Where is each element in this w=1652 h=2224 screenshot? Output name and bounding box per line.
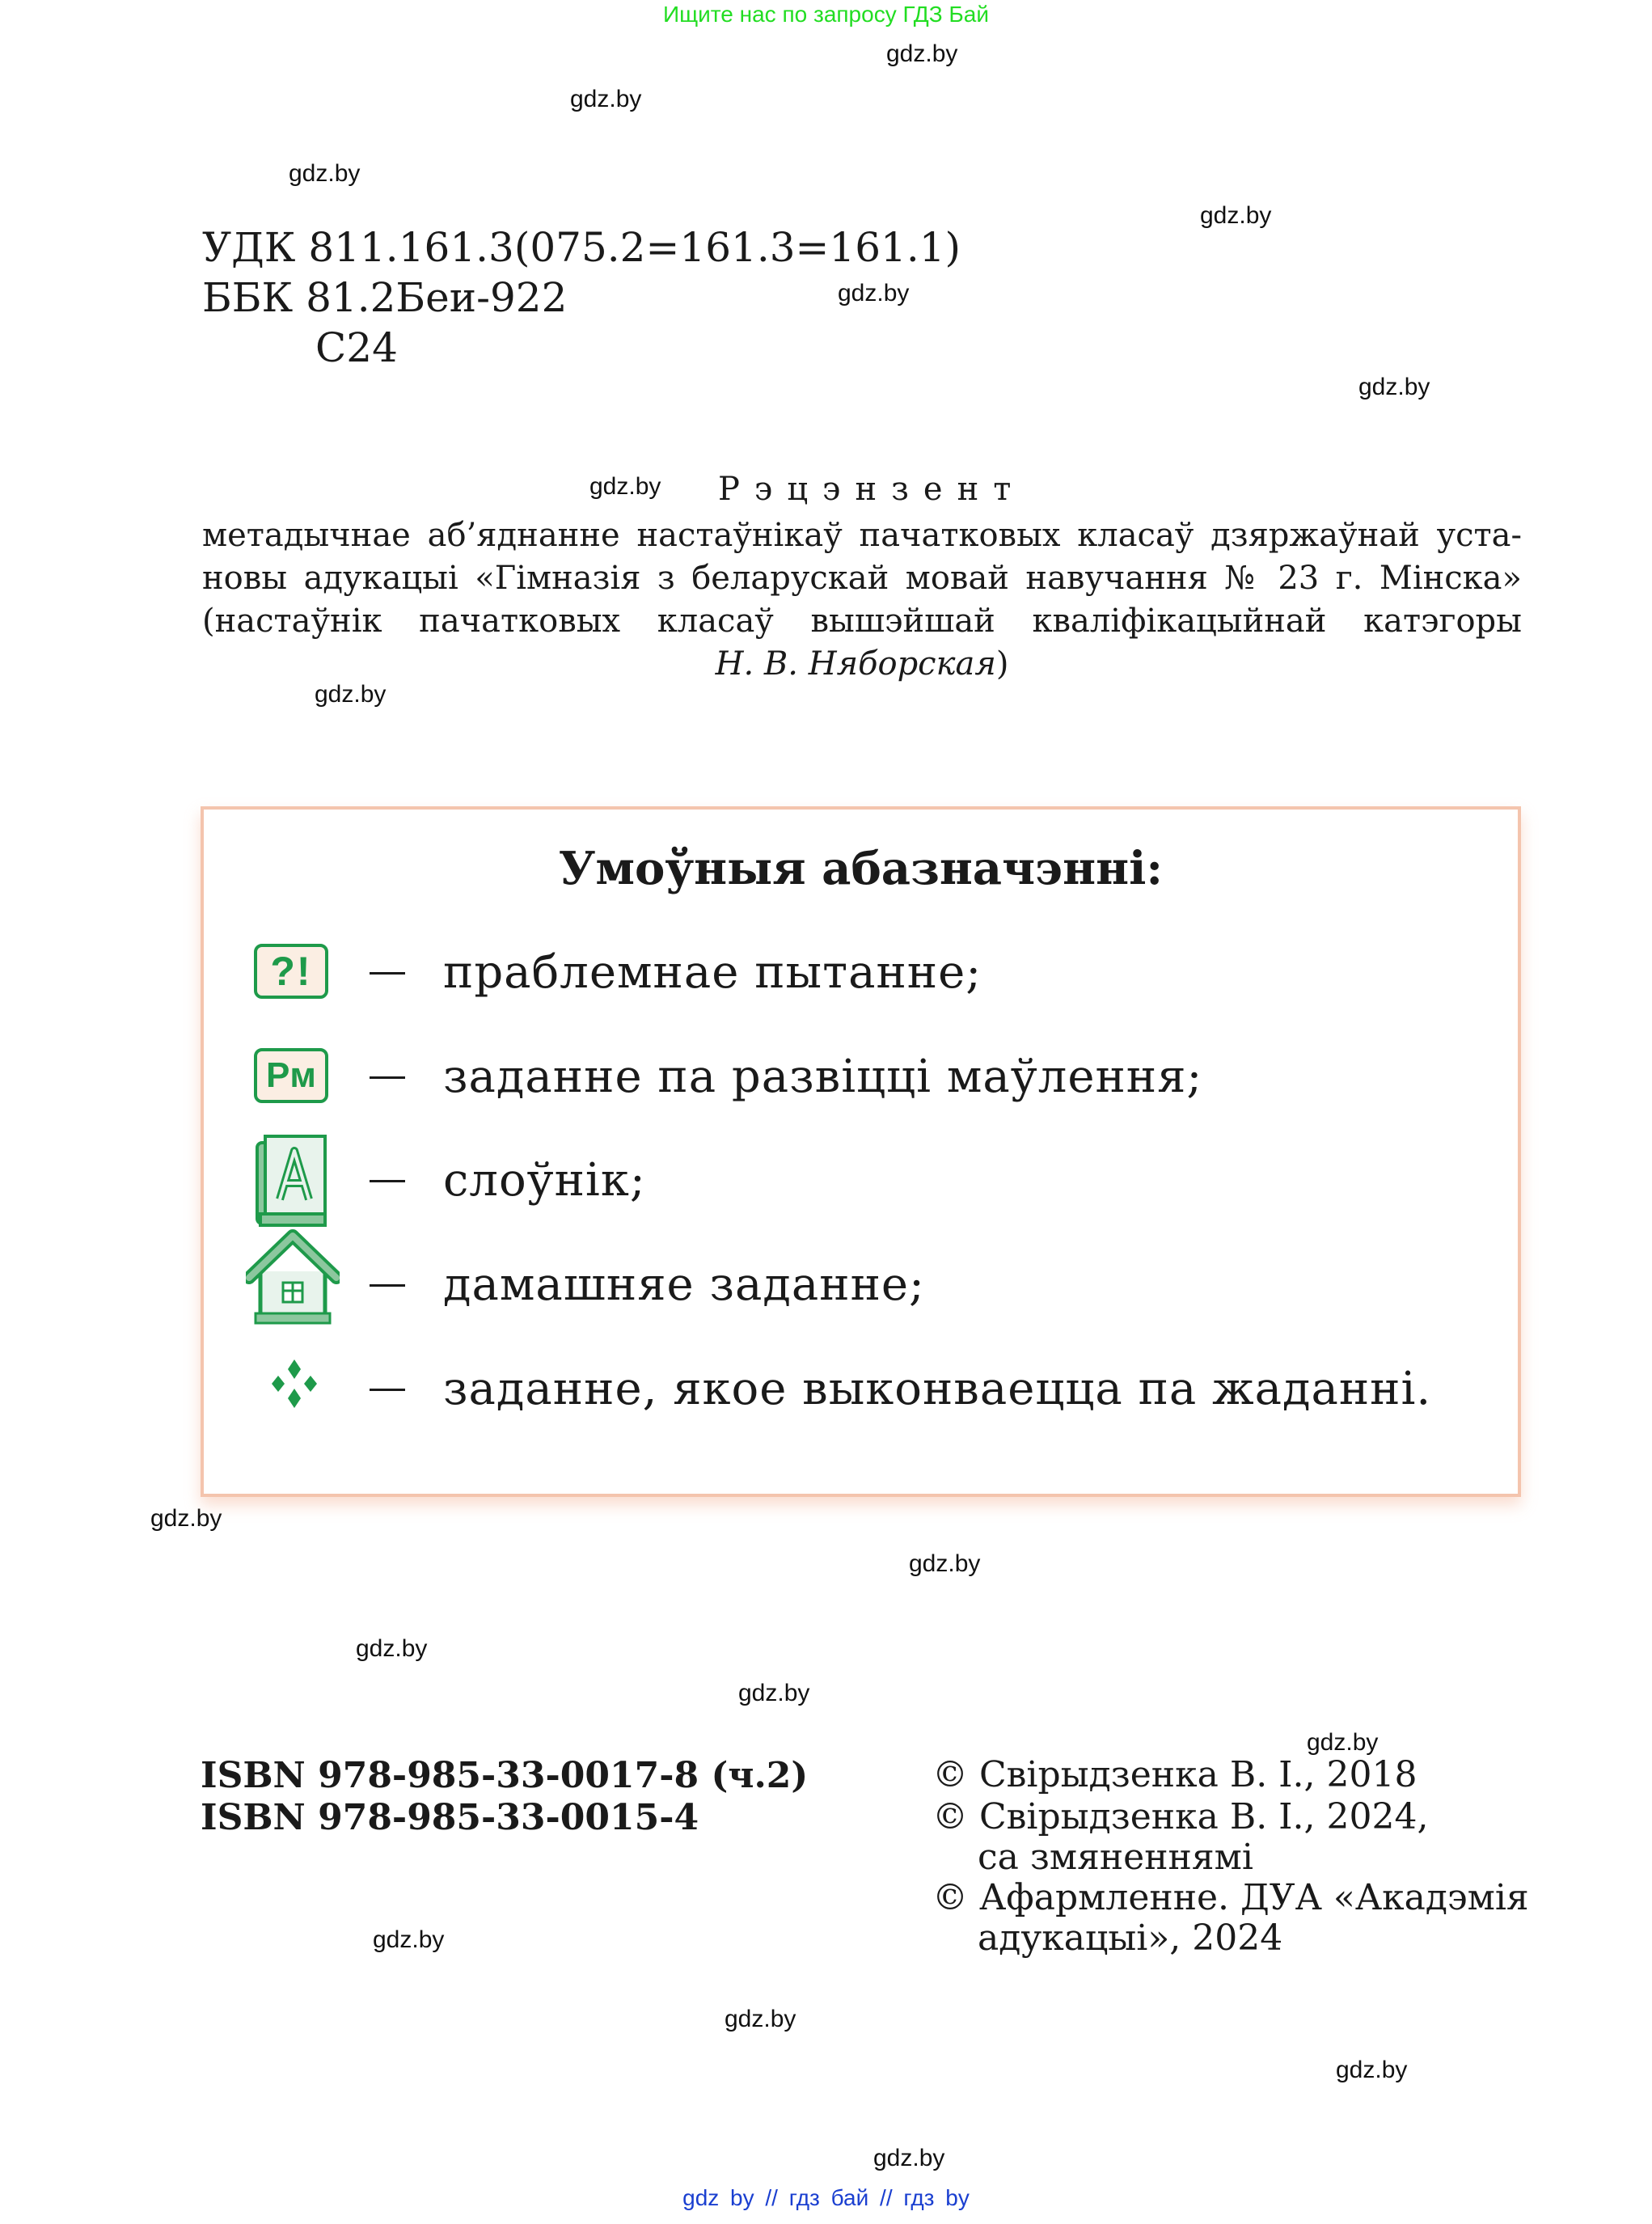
dash	[370, 1076, 405, 1079]
footer-links[interactable]: gdz by // гдз бай // гдз by	[682, 2185, 970, 2210]
legend-item	[204, 928, 1518, 1025]
legend-title: Умоўныя абазначэнні:	[558, 842, 1164, 895]
watermark: gdz.by	[1200, 202, 1272, 229]
watermark: gdz.by	[289, 160, 361, 187]
watermark: gdz.by	[150, 1505, 222, 1532]
watermark: gdz.by	[873, 2145, 945, 2171]
copyright-line: © Афармленне. ДУА «Акадэмія	[932, 1877, 1529, 1918]
isbn-line: ISBN 978-985-33-0015-4	[201, 1797, 699, 1838]
watermark: gdz.by	[725, 2006, 796, 2032]
reviewer-line: новы адукацыі «Гімназія з беларускай мовай навучання № 23 г. Мінска»	[202, 560, 1522, 597]
legend-item	[204, 1345, 1518, 1442]
watermark: gdz.by	[1336, 2057, 1408, 2083]
diamonds-icon	[270, 1359, 319, 1408]
udk-code: УДК 811.161.3(075.2=161.3=161.1)	[202, 224, 961, 271]
watermark: gdz.by	[886, 40, 958, 67]
dictionary-book-icon	[254, 1133, 328, 1230]
legend-label: заданне па развіцці маўлення;	[443, 1051, 1203, 1103]
watermark: gdz.by	[570, 86, 642, 112]
watermark: gdz.by	[589, 473, 661, 500]
watermark: gdz.by	[1358, 374, 1430, 400]
watermark: gdz.by	[315, 681, 387, 708]
problem-question-icon: ?!	[254, 944, 328, 999]
reviewer-description	[202, 514, 1522, 686]
isbn-line: ISBN 978-985-33-0017-8 (ч.2)	[201, 1755, 809, 1796]
reviewer-name-line	[202, 643, 1522, 686]
dash	[370, 972, 405, 975]
bbk-code: ББК 81.2Беи-922	[202, 274, 568, 321]
house-icon	[246, 1229, 340, 1326]
legend-label: слоўнік;	[443, 1154, 646, 1207]
reviewer-name: Н. В. Няборская	[715, 645, 996, 683]
speech-development-icon: Рм	[254, 1048, 328, 1103]
author-mark: С24	[315, 324, 398, 371]
legend-label: праблемнае пытанне;	[443, 946, 982, 999]
legend-item	[204, 1136, 1518, 1233]
closing-paren: )	[995, 645, 1009, 683]
dash	[370, 1284, 405, 1287]
reviewer-line: (настаўнік пачатковых класаў вышэйшай кваліфікацыйнай катэгоры	[202, 603, 1522, 640]
dash	[370, 1389, 405, 1391]
watermark: gdz.by	[838, 280, 910, 307]
reviewer-heading: Рэцэнзент	[718, 471, 1026, 508]
reviewer-line: метадычнае аб’яднанне настаўнікаў пачатковых класаў дзяржаўнай уста-	[202, 517, 1522, 554]
watermark: gdz.by	[909, 1550, 981, 1577]
copyright-line: са змяненнямі	[978, 1837, 1253, 1878]
search-banner: Ищите нас по запросу ГДЗ Бай	[662, 2, 990, 27]
legend-item	[204, 1033, 1518, 1130]
watermark: gdz.by	[1307, 1729, 1379, 1756]
copyright-line: © Свірыдзенка В. І., 2018	[932, 1754, 1418, 1795]
legend-label: дамашняе заданне;	[443, 1258, 925, 1311]
legend-label: заданне, якое выконваецца па жаданні.	[443, 1363, 1432, 1415]
watermark: gdz.by	[356, 1635, 428, 1662]
copyright-line: адукацыі», 2024	[978, 1917, 1283, 1959]
dash	[370, 1180, 405, 1182]
copyright-line: © Свірыдзенка В. І., 2024,	[932, 1796, 1429, 1837]
watermark: gdz.by	[738, 1680, 810, 1706]
legend-box	[201, 806, 1521, 1497]
watermark: gdz.by	[373, 1926, 445, 1953]
legend-item	[204, 1241, 1518, 1338]
